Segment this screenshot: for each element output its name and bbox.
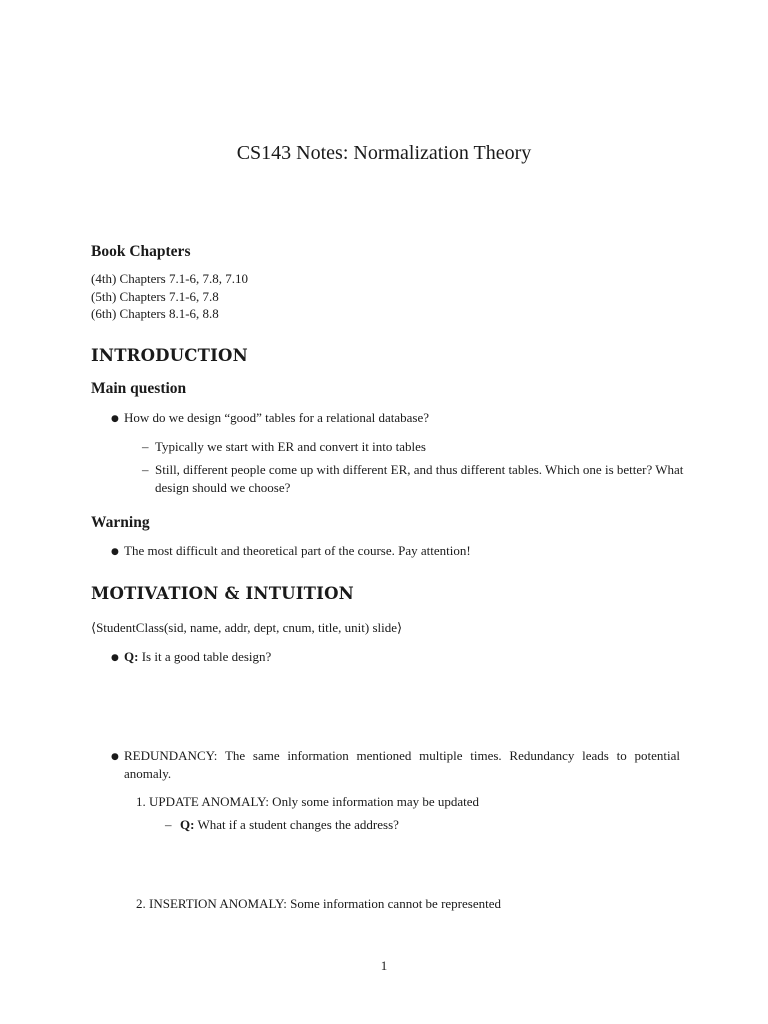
- book-chapters-line: (5th) Chapters 7.1-6, 7.8: [91, 289, 219, 304]
- bullet-marker: ●: [111, 547, 119, 557]
- book-chapters-line: (4th) Chapters 7.1-6, 7.8, 7.10: [91, 271, 249, 286]
- dash-marker: –: [165, 817, 172, 832]
- book-chapters-line: (6th) Chapters 8.1-6, 8.8: [91, 306, 219, 321]
- dash-marker: –: [142, 462, 149, 477]
- motivation-heading: MOTIVATION & INTUITION: [91, 584, 354, 603]
- redundancy-bullet: REDUNDANCY: The same information mentioned multiple times. Redundancy leads to potential anomaly.: [124, 748, 680, 781]
- main-question-sub-item: Still, different people come up with different ER, and thus different tables. Which one is better? What design should we choose?: [155, 462, 684, 495]
- question-label: Q:: [180, 817, 195, 832]
- question-item: [124, 648, 271, 666]
- main-question-bullet: How do we design “good” tables for a relational database?: [124, 410, 430, 425]
- slide-reference: ⟨StudentClass(sid, name, addr, dept, cnum, title, unit) slide⟩: [91, 620, 403, 635]
- update-anomaly-item: 1. UPDATE ANOMALY: Only some information may be updated: [136, 794, 480, 809]
- dash-marker: –: [142, 439, 149, 454]
- bullet-marker: ●: [111, 752, 119, 762]
- main-question-sub-item: Typically we start with ER and convert it into tables: [155, 439, 426, 454]
- warning-bullet: The most difficult and theoretical part of the course. Pay attention!: [124, 543, 471, 558]
- question-item: [180, 816, 399, 834]
- question-label: Q:: [124, 649, 139, 664]
- book-chapters-heading: Book Chapters: [91, 243, 191, 260]
- warning-heading: Warning: [91, 514, 150, 531]
- bullet-marker: ●: [111, 653, 119, 663]
- main-question-heading: Main question: [91, 380, 187, 397]
- introduction-heading: INTRODUCTION: [91, 346, 248, 365]
- question-text: What if a student changes the address?: [194, 817, 399, 832]
- question-text: Is it a good table design?: [138, 649, 272, 664]
- document-title: CS143 Notes: Normalization Theory: [236, 142, 532, 164]
- bullet-marker: ●: [111, 414, 119, 424]
- insertion-anomaly-item: 2. INSERTION ANOMALY: Some information cannot be represented: [136, 896, 501, 911]
- page-number: 1: [380, 958, 388, 973]
